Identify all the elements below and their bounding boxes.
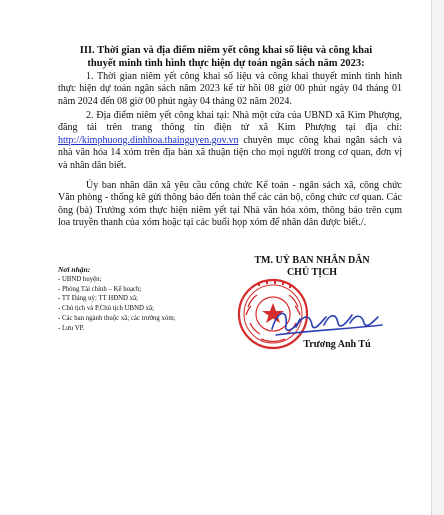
recipient-item: - Các ban ngành thuộc xã; các trưởng xóm; xyxy=(58,314,176,322)
signature-position: CHỦ TỊCH xyxy=(286,267,338,278)
paragraph-location-text-rest: chuyên mục công khai ngân sách và nhà văn hóa 14 xóm trên địa bàn xã thuận tiện cho mọi người trong cơ quan, đơn vị và nhân dân biết. xyxy=(58,134,402,171)
paragraph-time-text: 1. Thời gian niêm yết công khai số liệu và công khai thuyết minh tình hình thực hiện dự toán ngân sách năm 2023 kể từ hồi 08 giờ 00 phút ngày 04 tháng 01 năm 2024 đến 08 giờ 00 phút ngày 04 tháng 02 năm 2024. xyxy=(58,71,402,107)
signer-name: Trương Anh Tú xyxy=(303,339,371,350)
page-margin xyxy=(432,0,444,515)
signature-block xyxy=(222,255,402,355)
paragraph-location-text: 2. Địa điểm niêm yết công khai tại: Nhà một cửa của UBND xã Kim Phượng, đăng tải trên trang thông tin điện tử xã Kim Phượng tại địa chỉ: xyxy=(58,110,402,134)
paragraph-time xyxy=(58,71,402,108)
recipients-label: Nơi nhận: xyxy=(58,265,91,274)
recipient-item: - TT Đảng uỷ; TT HĐND xã; xyxy=(58,295,138,303)
section-heading-line2: thuyết minh tình hình thực hiện dự toán ngân sách năm 2023: xyxy=(87,57,365,69)
section-heading xyxy=(50,45,402,70)
paragraph-request-text: Ủy ban nhân dân xã yêu cầu công chức Kế toán - ngân sách xã, công chức Văn phòng - thống kê gửi thông báo đến toàn thể các cán bộ, công chức cơ quan. Các ông (bà) Trưởng xóm thực hiện niêm yết tại Nhà văn hóa xóm, thông báo trên cụm loa truyền thanh của xóm hoặc tại các buổi họp xóm để nhân dân được biết./. xyxy=(58,180,402,229)
website-link[interactable]: http://kimphuong.dinhhoa.thainguyen.gov.vn xyxy=(58,134,239,146)
recipients-block xyxy=(58,265,228,334)
signature-title: TM. UỶ BAN NHÂN DÂN xyxy=(254,255,370,266)
recipient-item: - Lưu VP. xyxy=(58,324,85,332)
paragraph-location xyxy=(58,110,402,172)
recipient-item: - UBND huyện; xyxy=(58,275,102,283)
paragraph-request xyxy=(58,180,402,230)
recipient-item: - Phòng Tài chính – Kế hoạch; xyxy=(58,285,142,293)
handwritten-signature-icon xyxy=(266,299,386,343)
section-heading-line1: III. Thời gian và địa điểm niêm yết công khai số liệu và công khai xyxy=(79,45,373,56)
recipients-list xyxy=(58,275,228,334)
recipient-item: - Chủ tịch và P.Chủ tịch UBND xã; xyxy=(58,305,154,313)
